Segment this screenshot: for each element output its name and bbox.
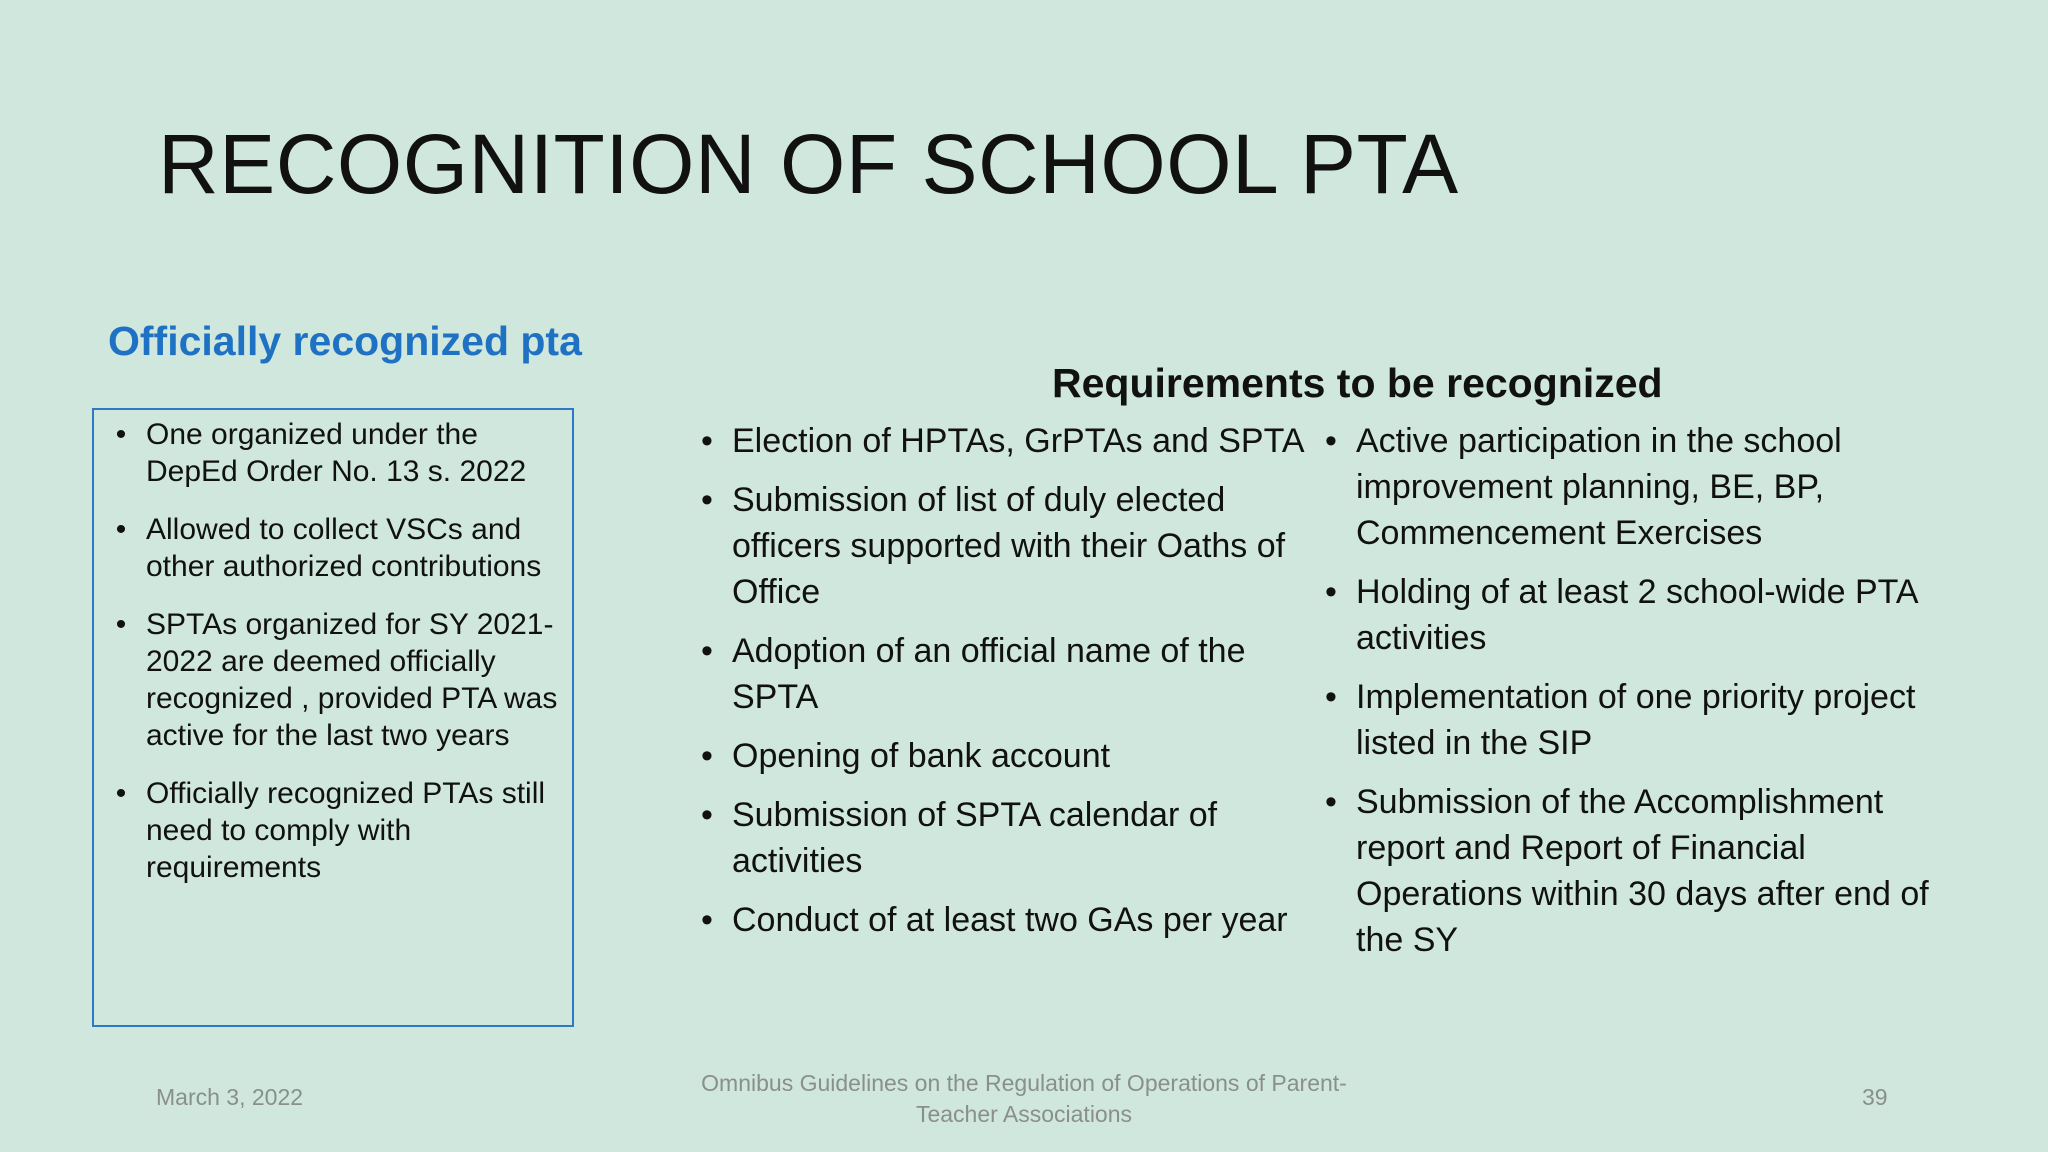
bullet-icon: •	[115, 608, 127, 641]
bullet-icon: •	[1325, 422, 1337, 460]
bullet-icon: •	[701, 901, 713, 939]
requirements-heading: Requirements to be recognized	[1052, 360, 1663, 406]
bullet-icon: •	[701, 481, 713, 519]
requirements-list-right	[1316, 418, 1956, 976]
left-info-box	[92, 408, 574, 1027]
list-item-text: Implementation of one priority project listed in the SIP	[1356, 678, 1916, 762]
list-item-text: Officially recognized PTAs still need to comply with requirements	[146, 777, 546, 884]
list-item	[1316, 569, 1956, 661]
list-item	[692, 628, 1312, 720]
left-bullet-list	[106, 416, 558, 886]
list-item	[1316, 674, 1956, 766]
footer-date: March 3, 2022	[156, 1084, 304, 1110]
list-item	[692, 477, 1312, 615]
bullet-icon: •	[701, 796, 713, 834]
bullet-icon: •	[115, 418, 127, 451]
list-item	[692, 897, 1312, 943]
list-item-text: Conduct of at least two GAs per year	[732, 901, 1288, 939]
bullet-icon: •	[1325, 573, 1337, 611]
list-item	[106, 416, 558, 490]
list-item-text: Adoption of an official name of the SPTA	[732, 632, 1246, 716]
list-item	[692, 418, 1312, 464]
page-number: 39	[1862, 1084, 1888, 1110]
bullet-icon: •	[701, 737, 713, 775]
bullet-icon: •	[1325, 783, 1337, 821]
list-item	[692, 792, 1312, 884]
footer-title-line: Teacher Associations	[915, 1101, 1133, 1127]
bullet-icon: •	[1325, 678, 1337, 716]
list-item-text: Opening of bank account	[732, 737, 1111, 775]
list-item-text: Allowed to collect VSCs and other authorized contributions	[146, 513, 542, 583]
bullet-icon: •	[115, 513, 127, 546]
list-item-text: Holding of at least 2 school-wide PTA activities	[1356, 573, 1917, 657]
list-item-text: SPTAs organized for SY 2021-2022 are deemed officially recognized , provided PTA was active for the last two years	[146, 608, 558, 752]
bullet-icon: •	[701, 422, 713, 460]
list-item	[692, 733, 1312, 779]
list-item	[1316, 418, 1956, 556]
footer-title	[674, 1068, 1374, 1130]
requirements-list-left	[692, 418, 1312, 956]
list-item	[1316, 779, 1956, 963]
list-item-text: Election of HPTAs, GrPTAs and SPTA	[732, 422, 1305, 460]
list-item-text: Submission of list of duly elected officers supported with their Oaths of Office	[732, 481, 1286, 611]
bullet-icon: •	[701, 632, 713, 670]
list-item-text: One organized under the DepEd Order No. 13 s. 2022	[146, 418, 527, 488]
list-item-text: Submission of SPTA calendar of activities	[732, 796, 1218, 880]
footer-title-line: Omnibus Guidelines on the Regulation of Operations of Parent-	[701, 1070, 1347, 1096]
left-heading: Officially recognized pta	[108, 318, 582, 364]
list-item-text: Submission of the Accomplishment report and Report of Financial Operations within 30 days after end of the SY	[1356, 783, 1929, 959]
slide-title: RECOGNITION OF SCHOOL PTA	[158, 117, 1459, 211]
list-item	[106, 606, 558, 754]
list-item-text: Active participation in the school improvement planning, BE, BP, Commencement Exercises	[1356, 422, 1842, 552]
list-item	[106, 775, 558, 886]
list-item	[106, 511, 558, 585]
bullet-icon: •	[115, 777, 127, 810]
